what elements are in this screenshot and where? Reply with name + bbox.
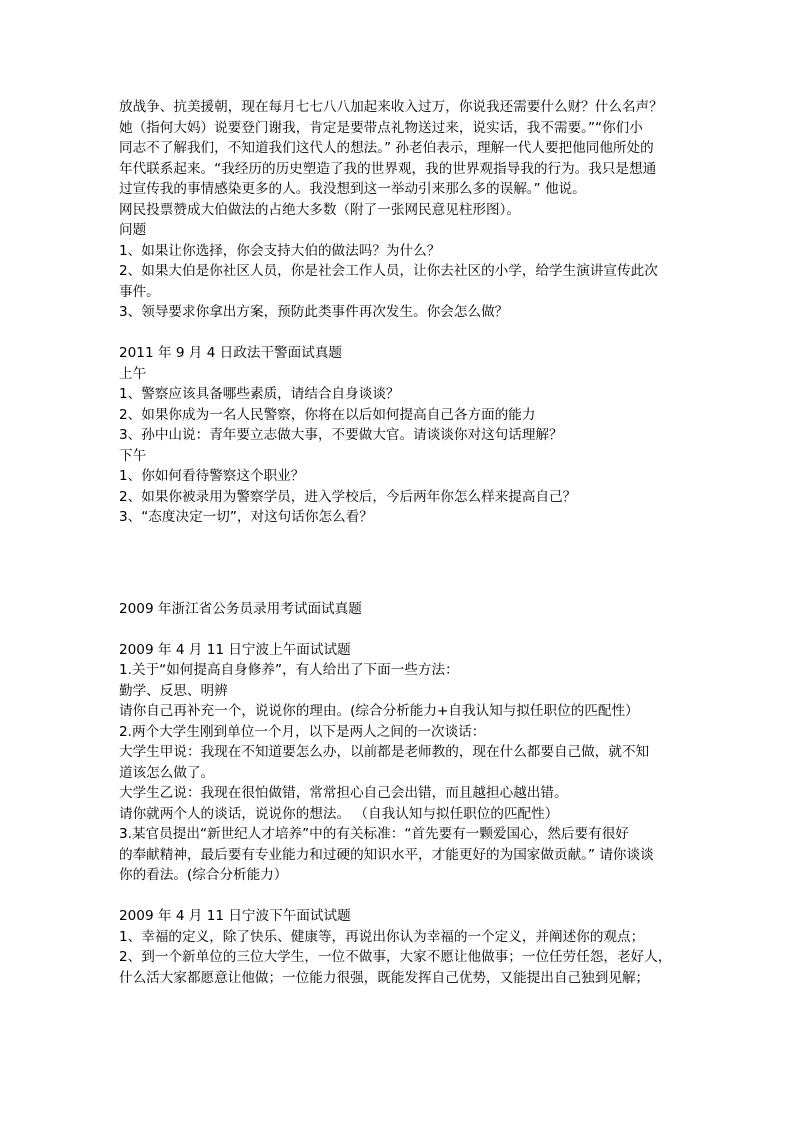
- text-line: 2009 年 4 月 11 日宁波下午面试试题: [119, 908, 351, 924]
- text-line: 1、如果让你选择，你会支持大伯的做法吗？为什么？: [119, 242, 441, 259]
- text-line: 2、如果大伯是你社区人员，你是社会工作人员，让你去社区的小学，给学生演讲宣传此次: [119, 263, 658, 279]
- text-line: 2011 年 9 月 4 日政法干警面试真题: [119, 345, 343, 361]
- text-line: 1、幸福的定义，除了快乐、健康等，再说出你认为幸福的一个定义，并阐述你的观点；: [119, 928, 645, 945]
- text-line: 的奉献精神，最后要有专业能力和过硬的知识水平，才能更好的为国家做贡献。” 请你谈谈: [119, 846, 654, 863]
- text-line: 3、“态度决定一切”，对这句话你怎么看？: [119, 509, 373, 525]
- text-line: 她（指何大妈）说要登门谢我，肯定是要带点礼物送过来，说实话，我不需要。”“你们小: [119, 119, 643, 136]
- text-line: 下午: [119, 447, 147, 464]
- text-line: 什么活大家都愿意让他做；一位能力很强，既能发挥自己优势，又能提出自己独到见解；: [119, 969, 650, 986]
- text-line: 放战争、抗美援朝，现在每月七七八八加起来收入过万，你说我还需要什么财？什么名声？: [119, 99, 663, 115]
- document-body: [119, 97, 679, 988]
- text-line: 道该怎么做了。: [119, 764, 215, 781]
- text-line: 3.某官员提出“新世纪人才培养”中的有关标准：“首先要有一颗爱国心，然后要有很好: [119, 826, 629, 842]
- text-line: 问题: [119, 222, 147, 238]
- text-line: 2、到一个新单位的三位大学生，一位不做事，大家不愿让他做事；一位任劳任怨，老好人，: [119, 949, 672, 965]
- text-line: 请你自己再补充一个，说说你的理由。(综合分析能力+自我认知与拟任职位的匹配性）: [119, 703, 639, 719]
- text-line: 2009 年浙江省公务员录用考试面试真题: [119, 600, 362, 617]
- blank-line: [119, 619, 679, 640]
- text-line: 1、你如何看待警察这个职业？: [119, 468, 305, 484]
- text-line: 年代联系起来。“我经历的历史塑造了我的世界观，我的世界观指导我的行为。我只是想通: [119, 160, 657, 177]
- text-line: 请你就两个人的谈话，说说你的想法。 （自我认知与拟任职位的匹配性）: [119, 805, 559, 822]
- text-line: 2、如果你成为一名人民警察，你将在以后如何提高自己各方面的能力: [119, 406, 536, 423]
- text-line: 大学生乙说：我现在很怕做错，常常担心自己会出错，而且越担心越出错。: [119, 785, 568, 801]
- text-line: 勤学、反思、明辨: [119, 682, 228, 699]
- text-line: 3、领导要求你拿出方案，预防此类事件再次发生。你会怎么做？: [119, 304, 509, 320]
- text-line: 2009 年 4 月 11 日宁波上午面试试题: [119, 641, 351, 658]
- text-line: 过宣传我的事情感染更多的人。我没想到这一举动引来那么多的误解。” 他说。: [119, 181, 586, 197]
- section-gap: [119, 528, 679, 599]
- blank-line: [119, 886, 679, 907]
- text-line: 上午: [119, 365, 147, 382]
- text-line: 网民投票赞成大伯做法的占绝大多数（附了一张网民意见柱形图）。: [119, 201, 521, 218]
- text-line: 2、如果你被录用为警察学员，进入学校后，今后两年你怎么样来提高自己？: [119, 488, 577, 505]
- text-line: 1.关于“如何提高自身修养”，有人给出了下面一些方法：: [119, 662, 459, 678]
- text-line: 同志不了解我们，不知道我们这代人的想法。” 孙老伯表示，理解一代人要把他同他所处的: [119, 140, 654, 156]
- text-line: 1、警察应该具备哪些素质，请结合自身谈谈？: [119, 386, 400, 402]
- text-line: 大学生甲说：我现在不知道要怎么办，以前都是老师教的，现在什么都要自己做，就不知: [119, 744, 650, 760]
- text-line: 2.两个大学生刚到单位一个月，以下是两人之间的一次谈话：: [119, 723, 486, 740]
- text-line: 3、孙中山说：青年要立志做大事，不要做大官。请谈谈你对这句话理解？: [119, 427, 563, 443]
- text-line: 事件。: [119, 283, 160, 300]
- blank-line: [119, 323, 679, 344]
- text-line: 你的看法。(综合分析能力）: [119, 867, 288, 883]
